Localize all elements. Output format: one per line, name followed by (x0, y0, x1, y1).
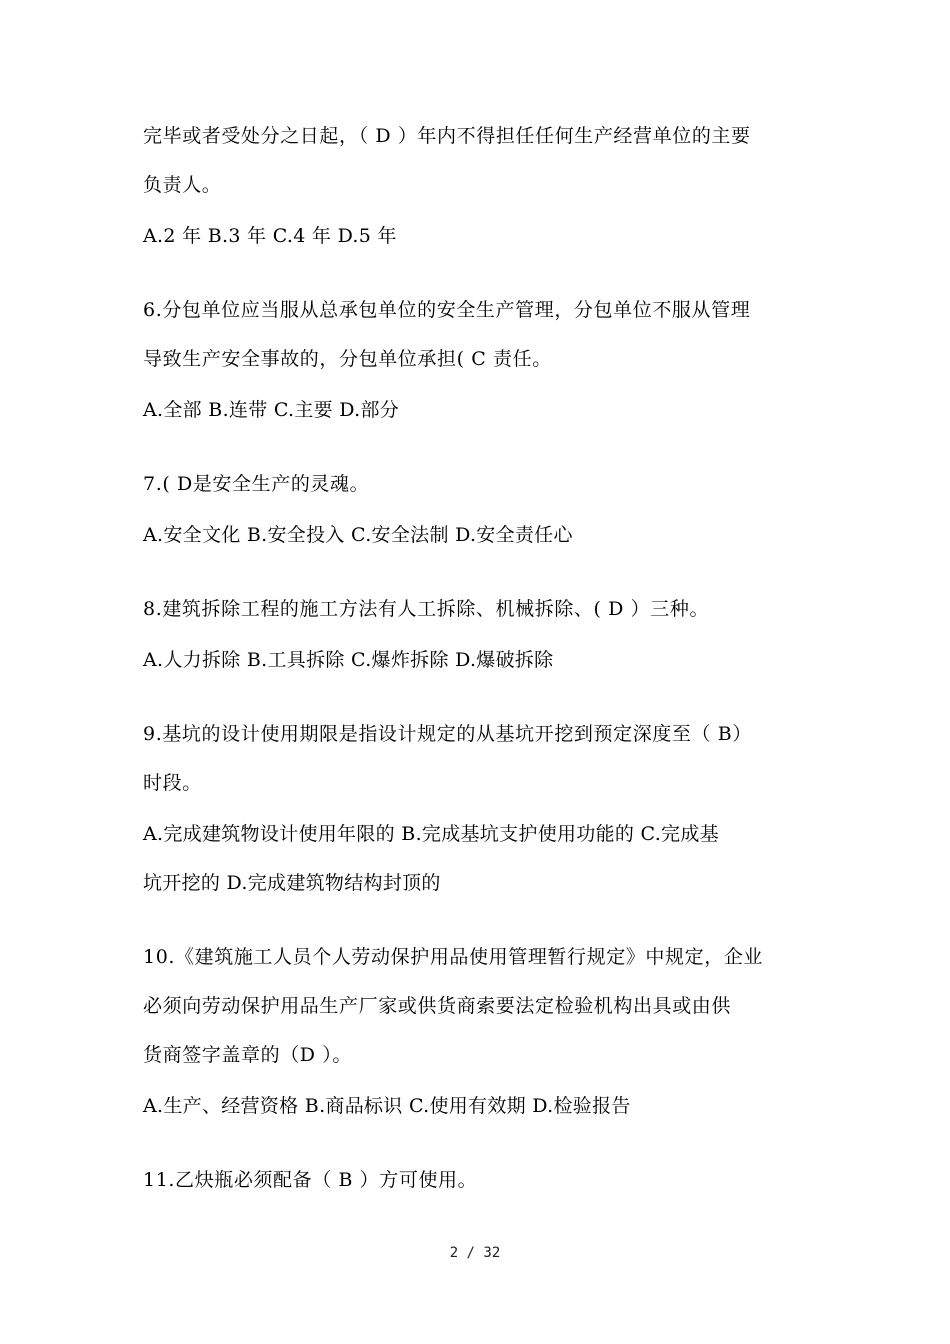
question-8: 8.建筑拆除工程的施工方法有人工拆除、机械拆除、( D ）三种。 (143, 598, 710, 620)
page-number: 2 / 32 (449, 1245, 501, 1261)
answer-options: 坑开挖的 D.完成建筑物结构封顶的 (143, 872, 441, 894)
answer-options: A.安全文化 B.安全投入 C.安全法制 D.安全责任心 (143, 524, 573, 546)
question-6: 6.分包单位应当服从总承包单位的安全生产管理，分包单位不服从管理 (143, 299, 751, 321)
question-7: 7.( D是安全生产的灵魂。 (143, 473, 370, 495)
answer-options: A.全部 B.连带 C.主要 D.部分 (143, 399, 400, 421)
text-line: 负责人。 (143, 174, 222, 196)
question-10: 10.《建筑施工人员个人劳动保护用品使用管理暂行规定》中规定，企业 (143, 946, 764, 968)
answer-options: A.完成建筑物设计使用年限的 B.完成基坑支护使用功能的 C.完成基 (143, 823, 719, 845)
question-9: 9.基坑的设计使用期限是指设计规定的从基坑开挖到预定深度至（ B） (143, 723, 752, 745)
text-line: 时段。 (143, 772, 202, 794)
text-line: 完毕或者受处分之日起，（ D ）年内不得担任任何生产经营单位的主要 (143, 125, 751, 147)
text-line: 货商签字盖章的（D ）。 (143, 1044, 352, 1066)
answer-options: A.生产、经营资格 B.商品标识 C.使用有效期 D.检验报告 (143, 1095, 631, 1117)
question-11: 11.乙炔瓶必须配备（ B ）方可使用。 (143, 1169, 478, 1191)
answer-options: A.人力拆除 B.工具拆除 C.爆炸拆除 D.爆破拆除 (143, 649, 554, 671)
text-line: 导致生产安全事故的，分包单位承担( C 责任。 (143, 348, 552, 370)
text-line: 必须向劳动保护用品生产厂家或供货商索要法定检验机构出具或由供 (143, 995, 732, 1017)
answer-options: A.2 年 B.3 年 C.4 年 D.5 年 (143, 225, 397, 247)
